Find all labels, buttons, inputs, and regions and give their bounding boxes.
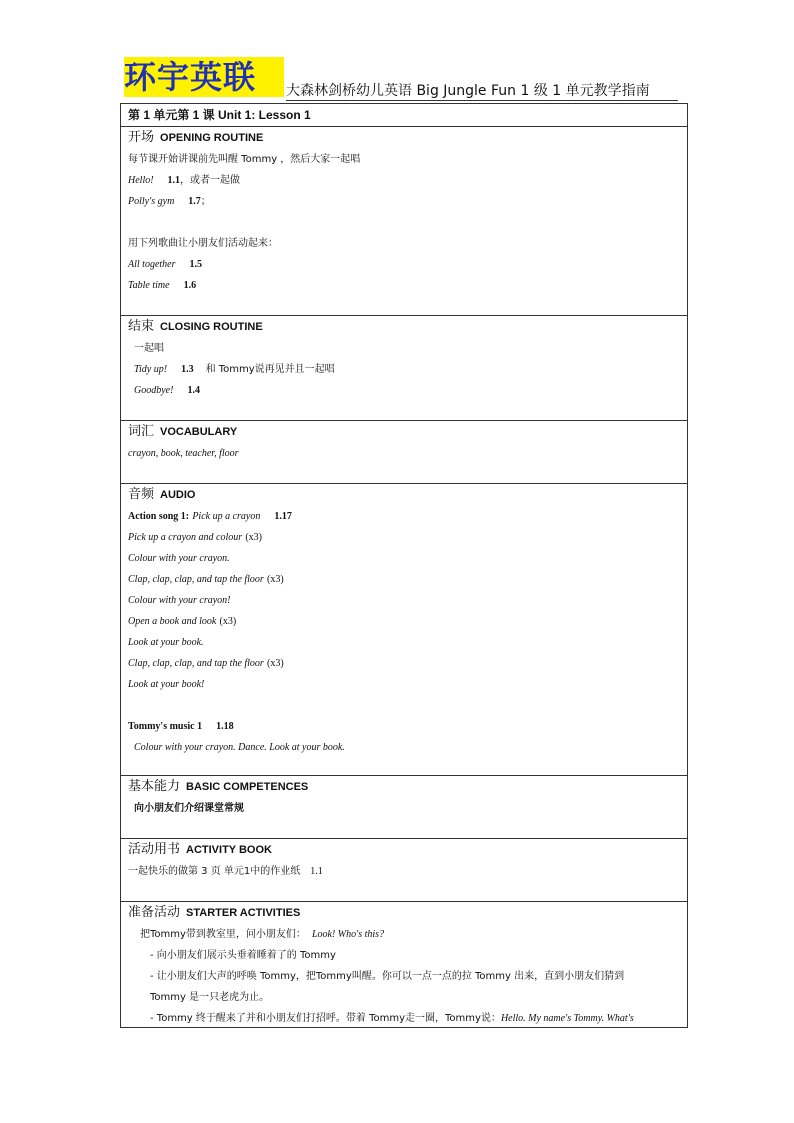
lesson-table (120, 103, 688, 1028)
text-line: Table time 1.6 (128, 280, 197, 291)
section-heading: 开场 OPENING ROUTINE (128, 130, 264, 145)
vocabulary-section (121, 420, 687, 483)
activity-book-section (121, 838, 687, 901)
section-heading: 词汇 VOCABULARY (128, 424, 238, 439)
document-title: 大森林剑桥幼儿英语 Big Jungle Fun 1 级 1 单元教学指南 (286, 83, 650, 99)
opening-routine-section (121, 126, 687, 315)
section-heading: 准备活动 STARTER ACTIVITIES (128, 905, 301, 920)
text-line: 向小朋友们介绍课堂常规 (134, 803, 244, 814)
text-line: - 向小朋友们展示头垂着睡着了的 Tommy (150, 950, 336, 961)
text-line: Tommy 是一只老虎为止。 (150, 992, 270, 1003)
lyric-line: Colour with your crayon! (128, 595, 231, 606)
lyric-line: Open a book and look (x3) (128, 616, 237, 627)
section-heading: 活动用书 ACTIVITY BOOK (128, 842, 272, 857)
lyric-line: Clap, clap, clap, and tap the floor (x3) (128, 658, 284, 669)
section-heading: 音频 AUDIO (128, 487, 196, 502)
section-heading: 基本能力 BASIC COMPETENCES (128, 779, 309, 794)
text-line: All together 1.5 (128, 259, 202, 270)
title-rule (286, 100, 678, 101)
lyric-line: Clap, clap, clap, and tap the floor (x3) (128, 574, 284, 585)
blank-line (128, 695, 687, 716)
text-line: Tidy up! 1.3 和 Tommy说再见并且一起唱 (134, 364, 335, 375)
song-title-line: Action song 1: Pick up a crayon 1.17 (128, 511, 292, 522)
lyric-line: Look at your book. (128, 637, 204, 648)
lyric-line: Look at your book! (128, 679, 205, 690)
starter-activities-section (121, 901, 687, 1027)
text-line: Hello! 1.1，或者一起做 (128, 175, 241, 186)
logo: 环宇英联 (124, 57, 284, 97)
blank-line (128, 212, 687, 233)
text-line: 把Tommy带到教室里，问小朋友们： Look! Who's this? (140, 929, 385, 940)
audio-section (121, 483, 687, 775)
music-line: Colour with your crayon. Dance. Look at your book. (134, 742, 345, 753)
text-line: 一起快乐的做第 3 页 单元1中的作业纸 1.1 (128, 866, 323, 877)
lesson-heading (121, 104, 687, 126)
section-heading: 结束 CLOSING ROUTINE (128, 319, 263, 334)
text-line: 一起唱 (134, 343, 164, 354)
basic-competences-section (121, 775, 687, 838)
lyric-line: Pick up a crayon and colour (x3) (128, 532, 262, 543)
text-line: Goodbye! 1.4 (134, 385, 200, 396)
text-line: 每节课开始讲课前先叫醒 Tommy ，然后大家一起唱 (128, 154, 361, 165)
text-line: 用下列歌曲让小朋友们活动起来： (128, 238, 278, 249)
music-title-line: Tommy's music 1 1.18 (128, 721, 234, 732)
text-line: - Tommy 终于醒来了并和小朋友们打招呼。带着 Tommy走一圈，Tommy说：Hello. My name's Tommy. What's (150, 1013, 634, 1024)
text-line: Polly's gym 1.7； (128, 196, 211, 207)
closing-routine-section (121, 315, 687, 420)
lesson-heading-text: 第 1 单元第 1 课 Unit 1: Lesson 1 (128, 108, 311, 122)
text-line: - 让小朋友们大声的呼唤 Tommy，把Tommy叫醒。你可以一点一点的拉 Tommy 出来，直到小朋友们猜到 (150, 971, 625, 982)
lyric-line: Colour with your crayon. (128, 553, 230, 564)
vocabulary-words: crayon, book, teacher, floor (128, 448, 239, 459)
